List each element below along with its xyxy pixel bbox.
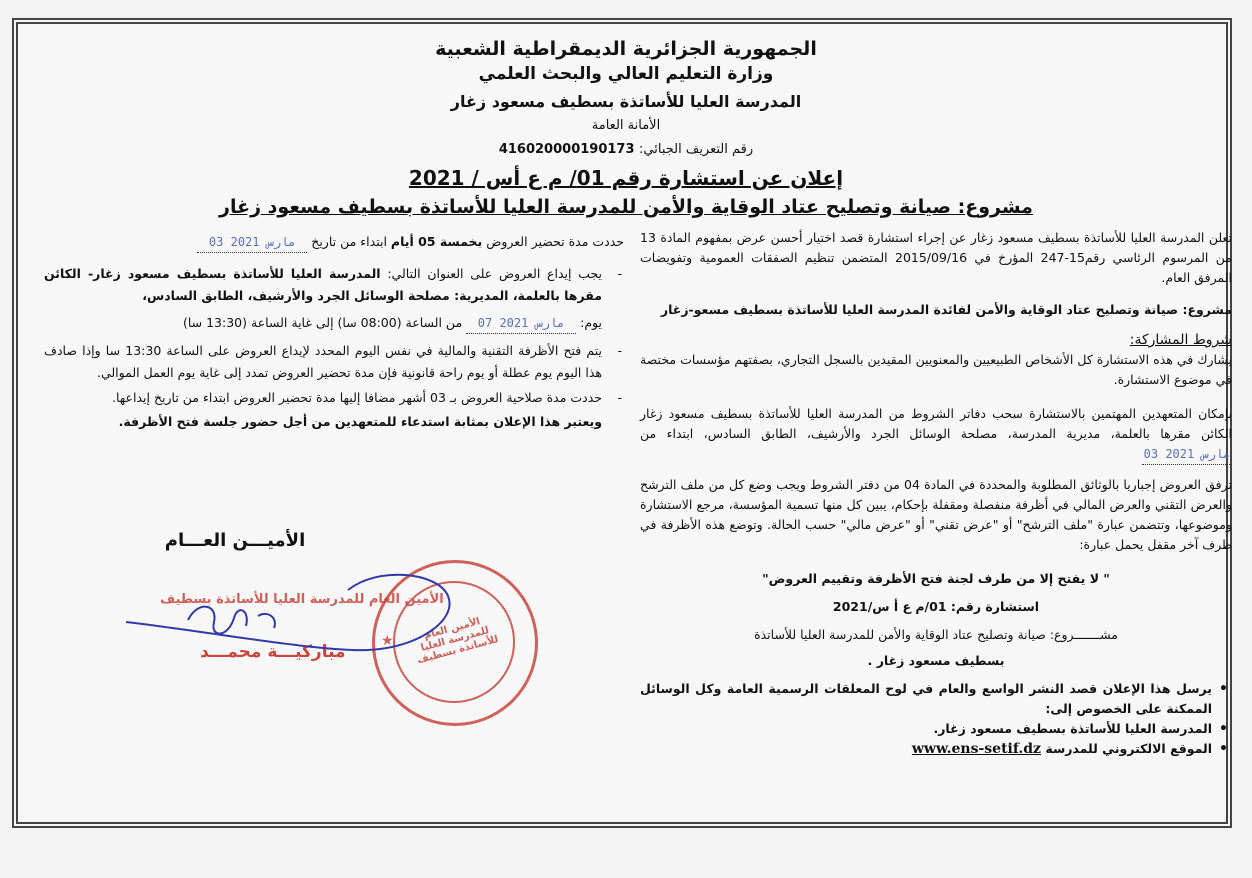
envelope-reference: استشارة رقم: 01/م ع أ س/2021 (832, 599, 1040, 614)
envelope-place: بسطيف مسعود زغار . (867, 653, 1005, 668)
envelope-project: مشـــــــروع: صيانة وتصليح عتاد الوقاية والأمن للمدرسة العليا للأساتذة (754, 627, 1118, 642)
project-title: مشروع: صيانة وتصليح عتاد الوقاية والأمن للمدرسة العليا للأساتذة بسطيف مسعود زغار (219, 196, 1033, 218)
republic-title: الجمهورية الجزائرية الديمقراطية الشعبية (435, 38, 817, 60)
announcement-title: إعلان عن استشارة رقم 01/ م ع أس / 2021 (408, 166, 844, 190)
deposit-paragraph (44, 263, 624, 307)
deposit-date: 07 مارس 2021 (466, 313, 576, 334)
left-column (44, 232, 624, 432)
intro-paragraph: تعلن المدرسة العليا للأساتذة بسطيف مسعود زغار عن إجراء استشارة قصد اختيار أحسن عرض بمفهوم المادة 13 من المرسوم الرئاسي رقم15-247 المؤرخ في 2015/09/16 المتضمن تنظيم الصفقات العمومية وتفويضات المرفق العام. (640, 230, 1232, 285)
withdraw-text: بإمكان المتعهدين المهتمين بالاستشارة سحب دفاتر الشروط من المدرسة العليا للأساتذة بسطيف مسعود زغار الكائن مقرها بالعلمة، مديرية المدرسة، مصلحة الوسائل الجرد والأرشيف، الطابق السادس، ابتداء من (640, 406, 1232, 441)
prep-text-c: ابتداء من تاريخ (311, 234, 387, 249)
opening-paragraph: - يتم فتح الأظرفة التقنية والمالية في نفس اليوم المحدد لإيداع العروض على الساعة 13:30 سا وإذا صادف هذا اليوم يوم عطلة أو يوم راحة قانونية فإن مدة تحضير العروض تمدد إلى غاية يوم العمل الموالي. (44, 340, 624, 384)
prep-date: 03 مارس 2021 (197, 232, 307, 253)
prep-text-a: حددت مدة تحضير العروض (486, 234, 624, 249)
website-label: الموقع الالكتروني للمدرسة (1045, 741, 1212, 756)
secretary-title: الأميـــن العـــام (164, 530, 306, 551)
school-title: المدرسة العليا للأساتذة بسطيف مسعود زغار (450, 92, 802, 111)
deposit-text-b: المدرسة العليا للأساتذة بسطيف مسعود زغار- الكائن مقرها بالعلمة، المديرية: مصلحة الوسائل الجرد والأرشيف، الطابق السادس، (44, 266, 602, 303)
signer-name: مباركيـــة محمـــد (200, 642, 346, 662)
tax-id-label: رقم التعريف الجبائي: (639, 142, 754, 157)
publish-item-website (640, 739, 1232, 759)
withdraw-date: 03 مارس 2021 (1142, 444, 1232, 465)
invitation-paragraph: ويعتبر هذا الإعلان بمثابة استدعاء للمتعهدين من أجل حضور جلسة فتح الأظرفة. (118, 414, 602, 429)
stamp-overlay-text: الأمين العام للمدرسة العليا للأساتذة بسطيف (160, 592, 444, 607)
deposit-text-a: يجب إيداع العروض على العنوان التالي: (387, 266, 602, 281)
day-label: يوم: (580, 315, 602, 330)
withdraw-paragraph (640, 404, 1232, 465)
envelope-quote: " لا يفتح إلا من طرف لجنة فتح الأظرفة وتقييم العروض" (762, 571, 1110, 586)
stamp-star-icon: ★ (381, 633, 394, 649)
validity-paragraph: - حددت مدة صلاحية العروض بـ 03 أشهر مضافا إليها مدة تحضير العروض ابتداء من تاريخ إيداعها. (44, 388, 624, 408)
deposit-hours: من الساعة (08:00 سا) إلى غاية الساعة (13:30 سا) (182, 315, 463, 330)
website-link[interactable]: www.ens-setif.dz (911, 741, 1041, 757)
right-column (640, 228, 1232, 759)
publish-item-school: • المدرسة العليا للأساتذة بسطيف مسعود زغار. (640, 719, 1232, 739)
prep-text-b: بخمسة 05 أيام (390, 234, 483, 249)
publish-paragraph: • يرسل هذا الإعلان قصد النشر الواسع والعام في لوح المعلقات الرسمية العامة وكل الوسائل الممكنة على الخصوص إلى: (640, 679, 1232, 719)
docs-paragraph: ترفق العروض إجباريا بالوثائق المطلوبة والمحددة في المادة 04 من دفتر الشروط ويجب وضع كل من ملف الترشح والعرض التقني والعرض المالي في أظرفة منفصلة ومقفلة بإحكام، يبين كل منها تسمية المؤسسة، مرجع الاستشارة وموضوعها، وتتضمن عبارة "ملف الترشح" أو "عرض تقني" أو "عرض مالي" حسب الحالة. وتوضع هذه الأظرفة في ظرف آخر مقفل يحمل عبارة: (640, 477, 1232, 552)
prep-paragraph (44, 232, 624, 253)
tax-id-value: 416020000190173 (498, 142, 635, 157)
project-line: مشروع: صيانة وتصليح عتاد الوقاية والأمن لفائدة المدرسة العليا للأساتذة بسطيف مسعو-زغار (660, 302, 1232, 317)
tax-id-line (0, 142, 1252, 157)
secretariat-title: الأمانة العامة (591, 118, 661, 133)
conditions-title: شروط المشاركة: (1129, 332, 1232, 348)
conditions-paragraph: يشارك في هذه الاستشارة كل الأشخاص الطبيعيين والمعنويين المقيدين بالسجل التجاري، بصفتهم مؤسسات مختصة في موضوع الاستشارة. (640, 352, 1232, 387)
handwritten-signature (118, 560, 478, 680)
ministry-title: وزارة التعليم العالي والبحث العلمي (478, 64, 774, 84)
stamp-text: الأمين العام للمدرسة العليا للأساتذة بسطيف (416, 616, 500, 667)
deposit-time-line (44, 313, 624, 334)
